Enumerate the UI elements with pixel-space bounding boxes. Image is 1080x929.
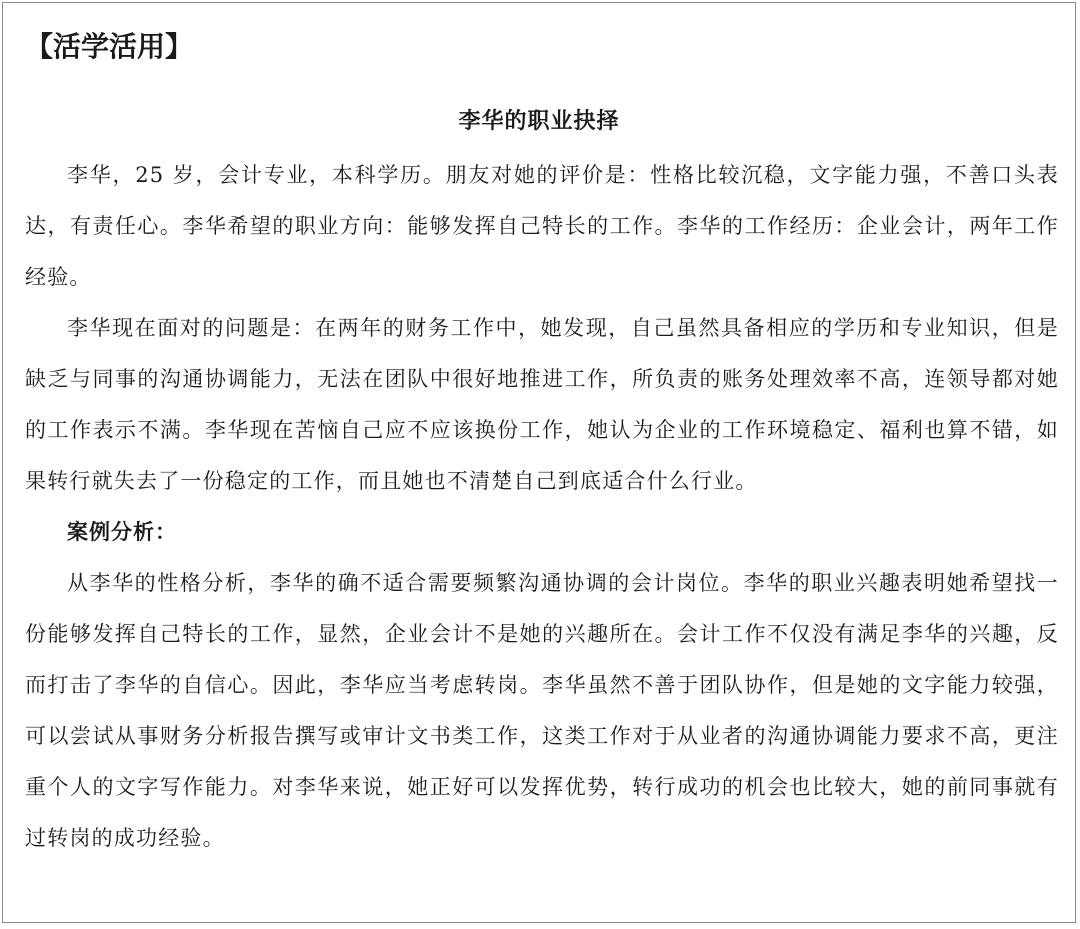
- article-title: 李华的职业抉择: [458, 109, 620, 134]
- profile-paragraph: 李华，25 岁，会计专业，本科学历。朋友对她的评价是：性格比较沉稳，文字能力强，不善口头表达，有责任心。李华希望的职业方向：能够发挥自己特长的工作。李华的工作经历：企业会计，两年工作经验。: [25, 163, 1059, 289]
- analysis-paragraph: 从李华的性格分析，李华的确不适合需要频繁沟通协调的会计岗位。李华的职业兴趣表明她希望找一份能够发挥自己特长的工作，显然，企业会计不是她的兴趣所在。会计工作不仅没有满足李华的兴趣，反而打击了李华的自信心。因此，李华应当考虑转岗。李华虽然不善于团队协作，但是她的文字能力较强，可以尝试从事财务分析报告撰写或审计文书类工作，这类工作对于从业者的沟通协调能力要求不高，更注重个人的文字写作能力。对李华来说，她正好可以发挥优势，转行成功的机会也比较大，她的前同事就有过转岗的成功经验。: [25, 571, 1059, 850]
- problem-paragraph: 李华现在面对的问题是：在两年的财务工作中，她发现，自己虽然具备相应的学历和专业知识，但是缺乏与同事的沟通协调能力，无法在团队中很好地推进工作，所负责的账务处理效率不高，连领导都对她的工作表示不满。李华现在苦恼自己应不应该换份工作，她认为企业的工作环境稳定、福利也算不错，如果转行就失去了一份稳定的工作，而且她也不清楚自己到底适合什么行业。: [25, 316, 1059, 493]
- article-body: [25, 150, 1059, 864]
- section-header: 【活学活用】: [25, 30, 194, 63]
- analysis-heading: 案例分析：: [67, 520, 177, 544]
- document-page: [2, 2, 1076, 923]
